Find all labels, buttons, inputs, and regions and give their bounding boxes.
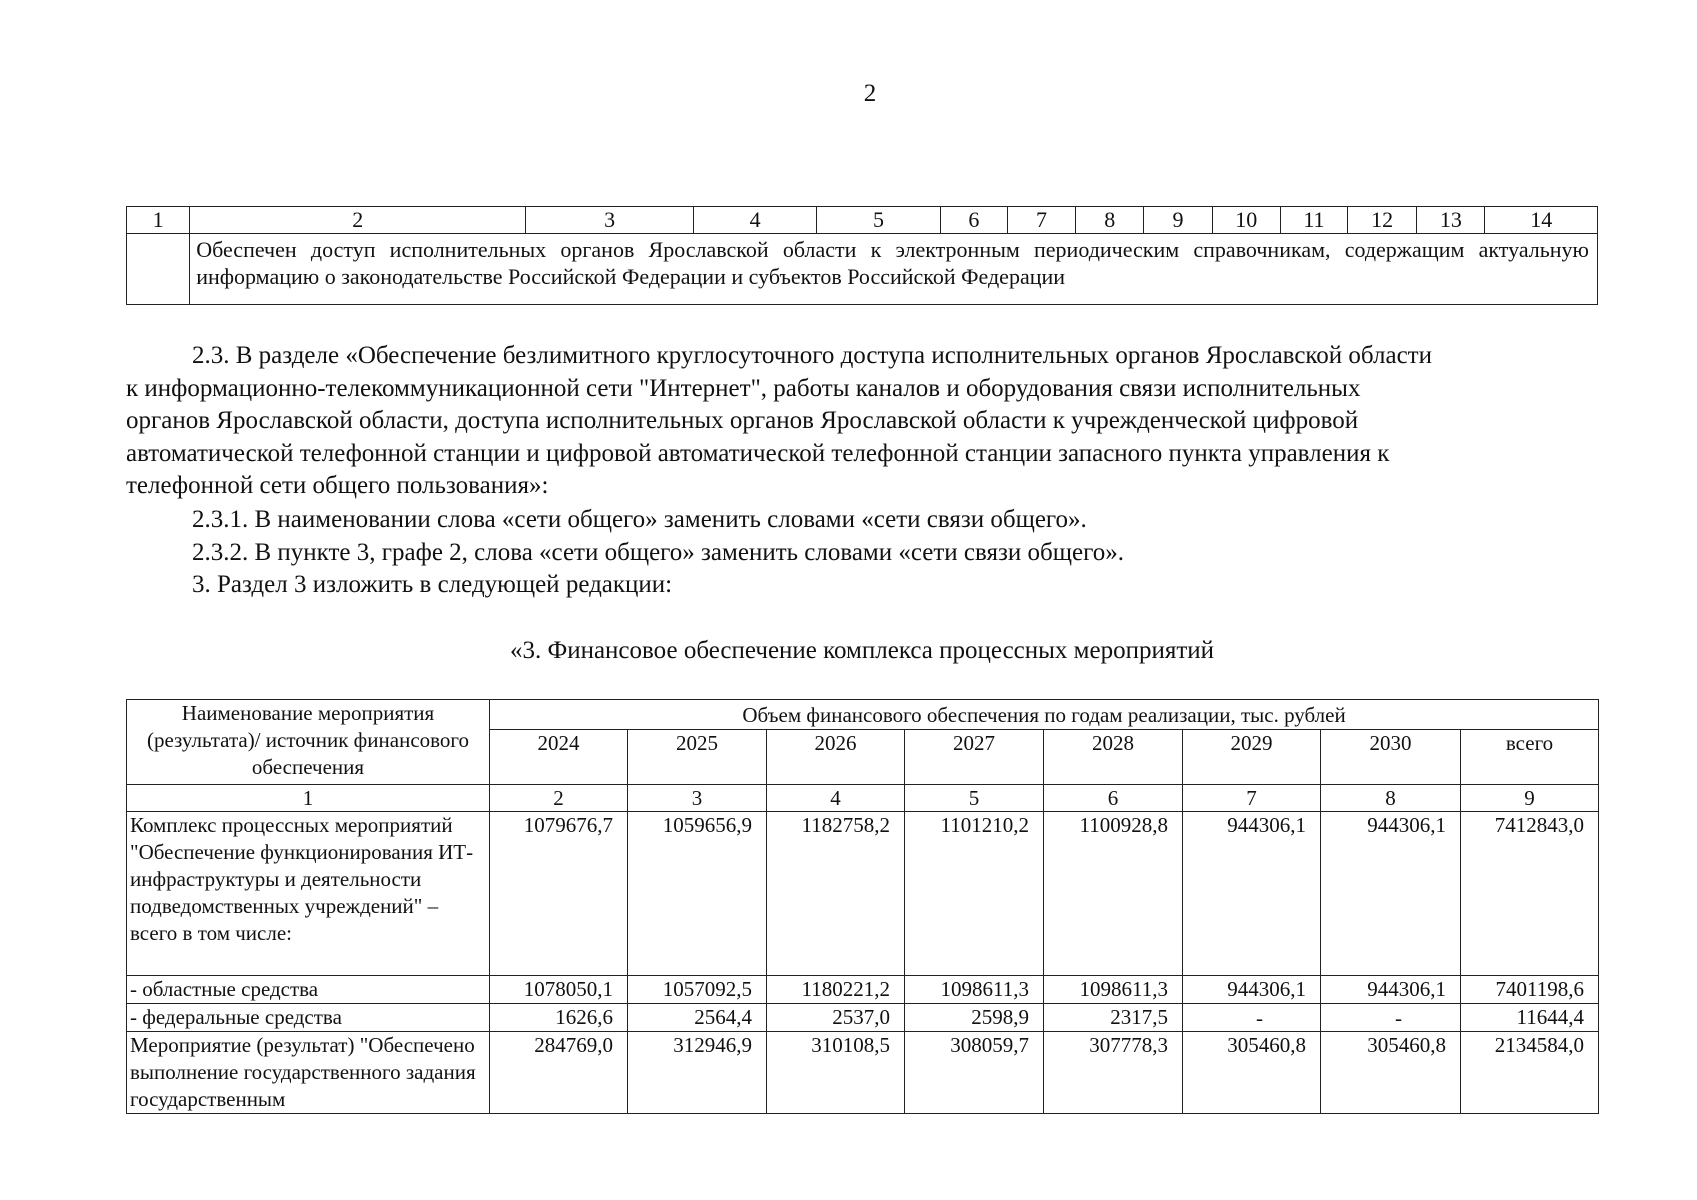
table-row	[127, 976, 1599, 1004]
table-row	[127, 812, 1599, 976]
col-num-11: 11	[1280, 207, 1347, 234]
col-num-8: 8	[1076, 207, 1144, 234]
value-2025: 2564,4	[628, 1004, 767, 1032]
col-num-2: 2	[490, 785, 628, 812]
col-num-6: 6	[1044, 785, 1183, 812]
col-num-9: 9	[1144, 207, 1212, 234]
year-2025: 2025	[628, 730, 767, 785]
col-num-3: 3	[526, 207, 694, 234]
value-2025: 312946,9	[628, 1032, 767, 1114]
value-2026: 2537,0	[767, 1004, 905, 1032]
year-total: всего	[1461, 730, 1599, 785]
col-num-10: 10	[1212, 207, 1280, 234]
item-2-3-2: 2.3.2. В пункте 3, графе 2, слова «сети общего» заменить словами «сети связи общего».	[192, 539, 1124, 566]
value-2027: 1101210,2	[905, 812, 1044, 976]
continuation-table	[126, 206, 1598, 305]
value-2028: 2317,5	[1044, 1004, 1183, 1032]
value-2027: 308059,7	[905, 1032, 1044, 1114]
col-num-4: 4	[767, 785, 905, 812]
col-num-13: 13	[1417, 207, 1485, 234]
value-2025: 1059656,9	[628, 812, 767, 976]
column-number-row	[127, 785, 1599, 812]
value-total: 7401198,6	[1461, 976, 1599, 1004]
value-2030: 944306,1	[1321, 976, 1461, 1004]
header-row-1	[127, 700, 1599, 730]
year-2028: 2028	[1044, 730, 1183, 785]
value-2030: -	[1321, 1004, 1461, 1032]
value-2026: 1182758,2	[767, 812, 905, 976]
empty-cell	[127, 234, 190, 305]
value-2029: 305460,8	[1183, 1032, 1321, 1114]
paragraph-line: автоматической телефонной станции и цифровой автоматической телефонной станции запасного пункта управления к	[126, 439, 1390, 467]
finance-table	[126, 699, 1599, 1114]
section-title: «3. Финансовое обеспечение комплекса процессных мероприятий	[509, 637, 1215, 664]
paragraph-2-3	[126, 340, 1598, 503]
year-2027: 2027	[905, 730, 1044, 785]
paragraph-line: 2.3. В разделе «Обеспечение безлимитного круглосуточного доступа исполнительных органов Ярославской области	[192, 342, 1432, 369]
value-2027: 2598,9	[905, 1004, 1044, 1032]
col-num-9: 9	[1461, 785, 1599, 812]
header-name: Наименование мероприятия (результата)/ источник финансового обеспечения	[127, 700, 490, 785]
value-2029: -	[1183, 1004, 1321, 1032]
col-num-1: 1	[127, 785, 490, 812]
paragraph-line: к информационно-телекоммуникационной сети "Интернет", работы каналов и оборудования связи исполнительных	[126, 374, 1361, 402]
col-num-6: 6	[940, 207, 1007, 234]
col-num-8: 8	[1321, 785, 1461, 812]
value-2028: 1100928,8	[1044, 812, 1183, 976]
item-3: 3. Раздел 3 изложить в следующей редакции:	[192, 571, 673, 598]
value-total: 7412843,0	[1461, 812, 1599, 976]
year-2030: 2030	[1321, 730, 1461, 785]
col-num-12: 12	[1348, 207, 1417, 234]
table-row	[127, 1004, 1599, 1032]
value-2028: 1098611,3	[1044, 976, 1183, 1004]
column-number-row	[127, 207, 1598, 234]
year-2029: 2029	[1183, 730, 1321, 785]
value-2027: 1098611,3	[905, 976, 1044, 1004]
col-num-2: 2	[190, 207, 526, 234]
value-2030: 944306,1	[1321, 812, 1461, 976]
col-num-5: 5	[905, 785, 1044, 812]
value-2028: 307778,3	[1044, 1032, 1183, 1114]
col-num-3: 3	[628, 785, 767, 812]
col-num-4: 4	[693, 207, 816, 234]
table-row	[127, 1032, 1599, 1114]
result-text: Обеспечен доступ исполнительных органов Ярославской области к электронным периодическим справочникам, содержащим актуальную информацию о законодательстве Российской Федерации и субъектов Российской Федерации	[190, 234, 1598, 305]
item-2-3-1: 2.3.1. В наименовании слова «сети общего» заменить словами «сети связи общего».	[192, 506, 1087, 533]
col-num-7: 7	[1007, 207, 1075, 234]
value-2026: 310108,5	[767, 1032, 905, 1114]
result-row	[127, 234, 1598, 305]
row-name: Мероприятие (результат) "Обеспечено выполнение государственного задания государственным	[127, 1032, 490, 1114]
value-2029: 944306,1	[1183, 976, 1321, 1004]
header-volume: Объем финансового обеспечения по годам реализации, тыс. рублей	[490, 700, 1599, 730]
col-num-1: 1	[127, 207, 190, 234]
value-2024: 1079676,7	[490, 812, 628, 976]
row-name: Комплекс процессных мероприятий "Обеспечение функционирования ИТ-инфраструктуры и деятельности подведомственных учреждений" – всего в том числе:	[127, 812, 490, 976]
paragraph-line: органов Ярославской области, доступа исполнительных органов Ярославской области к учрежденческой цифровой	[126, 407, 1359, 435]
value-2024: 284769,0	[490, 1032, 628, 1114]
value-total: 2134584,0	[1461, 1032, 1599, 1114]
value-2029: 944306,1	[1183, 812, 1321, 976]
row-name: - федеральные средства	[127, 1004, 490, 1032]
col-num-14: 14	[1485, 207, 1598, 234]
value-total: 11644,4	[1461, 1004, 1599, 1032]
value-2030: 305460,8	[1321, 1032, 1461, 1114]
value-2026: 1180221,2	[767, 976, 905, 1004]
year-2024: 2024	[490, 730, 628, 785]
page-number: 2	[863, 80, 877, 107]
paragraph-line: телефонной сети общего пользования»:	[126, 472, 549, 500]
value-2024: 1078050,1	[490, 976, 628, 1004]
year-2026: 2026	[767, 730, 905, 785]
row-name: - областные средства	[127, 976, 490, 1004]
value-2024: 1626,6	[490, 1004, 628, 1032]
col-num-5: 5	[817, 207, 940, 234]
value-2025: 1057092,5	[628, 976, 767, 1004]
col-num-7: 7	[1183, 785, 1321, 812]
